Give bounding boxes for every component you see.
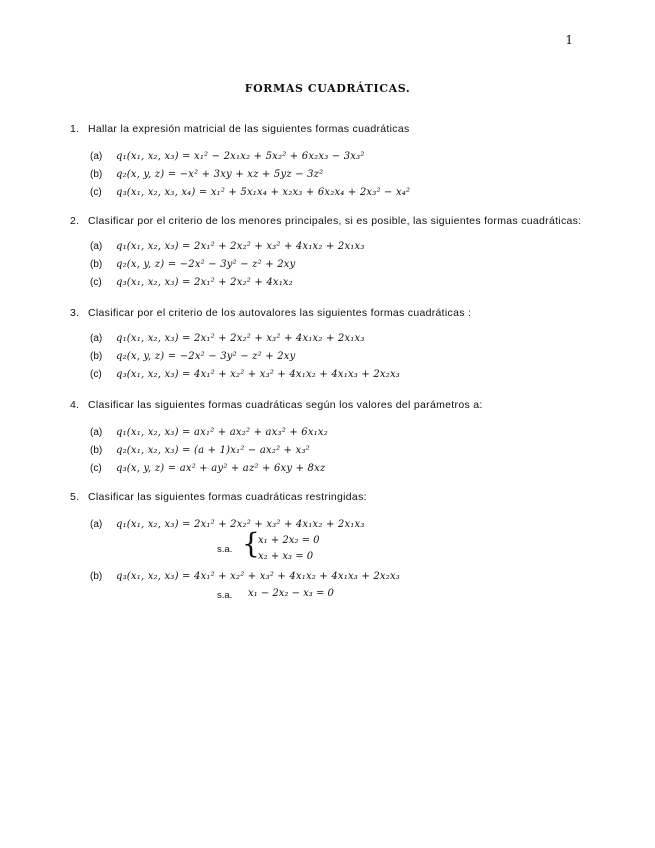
statement-text: Hallar la expresión matricial de las siguientes formas cuadráticas xyxy=(88,123,410,135)
item-label: (a) xyxy=(90,333,103,344)
item-label: (a) xyxy=(90,519,103,530)
page-number: 1 xyxy=(565,33,573,47)
item-expression: q₁(x₁, x₂, x₃) = 2x₁² + 2x₂² + x₃² + 4x₁x₂ + 2x₁x₃ xyxy=(116,519,365,530)
item-expression: q₃(x₁, x₂, x₃, x₄) = x₁² + 5x₁x₄ + x₂x₃ + 6x₂x₄ + 2x₃² − x₄² xyxy=(116,187,411,198)
item-expression: q₃(x, y, z) = ax² + ay² + az² + 6xy + 8xz xyxy=(116,463,326,474)
item-expression: q₃(x₁, x₂, x₃) = 2x₁² + 2x₂² + 4x₁x₂ xyxy=(116,277,293,288)
constraint-brace: { xyxy=(242,527,260,560)
item-expression: q₁(x₁, x₂, x₃) = x₁² − 2x₁x₂ + 5x₂² + 6x₂x₃ − 3x₃² xyxy=(116,151,365,162)
problem-3 xyxy=(70,306,590,380)
statement-text: Clasificar por el criterio de los menores principales, si es posible, las siguientes formas cuadráticas: xyxy=(88,215,582,227)
item-label: (c) xyxy=(90,463,102,474)
problem-number: 4. xyxy=(70,399,80,411)
item-expression: q₂(x, y, z) = −2x² − 3y² − z² + 2xy xyxy=(116,259,296,270)
problem-1 xyxy=(70,122,590,198)
list-item xyxy=(90,368,400,382)
problem-number: 3. xyxy=(70,307,80,319)
problem-2 xyxy=(70,214,590,288)
statement-text: Clasificar por el criterio de los autovalores las siguientes formas cuadráticas : xyxy=(88,307,472,319)
constraint: x₁ + 2x₂ = 0 xyxy=(258,535,320,546)
list-item xyxy=(90,168,323,182)
problem-4 xyxy=(70,398,590,474)
problem-statement xyxy=(70,306,590,320)
item-label: (c) xyxy=(90,277,102,288)
problem-number: 1. xyxy=(70,123,80,135)
item-label: (b) xyxy=(90,169,103,180)
list-item xyxy=(90,332,365,346)
constraint: x₁ − 2x₂ − x₃ = 0 xyxy=(248,588,334,599)
list-item xyxy=(90,570,400,584)
item-expression: q₂(x, y, z) = −x² + 3xy + xz + 5yz − 3z² xyxy=(116,169,324,180)
problem-number: 5. xyxy=(70,491,80,503)
subject-to-label: s.a. xyxy=(217,590,233,601)
item-expression: q₁(x₁, x₂, x₃) = 2x₁² + 2x₂² + x₃² + 4x₁x₂ + 2x₁x₃ xyxy=(116,241,365,252)
list-item xyxy=(90,240,365,254)
list-item xyxy=(90,186,410,200)
list-item xyxy=(90,276,293,290)
item-expression: q₁(x₁, x₂, x₃) = ax₁² + ax₂² + ax₃² + 6x₁x₂ xyxy=(116,427,328,438)
subject-to-label: s.a. xyxy=(217,544,233,555)
item-label: (a) xyxy=(90,427,103,438)
item-label: (b) xyxy=(90,571,103,582)
item-expression: q₃(x₁, x₂, x₃) = 4x₁² + x₂² + x₃² + 4x₁x₂ + 4x₁x₃ + 2x₂x₃ xyxy=(116,571,401,582)
problem-5 xyxy=(70,490,590,601)
item-expression: q₃(x₁, x₂, x₃) = 4x₁² + x₂² + x₃² + 4x₁x₂ + 4x₁x₃ + 2x₂x₃ xyxy=(116,369,401,380)
item-label: (a) xyxy=(90,151,103,162)
problem-statement xyxy=(70,490,590,504)
list-item xyxy=(90,462,325,476)
list-item xyxy=(90,518,365,532)
problem-number: 2. xyxy=(70,215,80,227)
item-label: (b) xyxy=(90,351,103,362)
statement-text: Clasificar las siguientes formas cuadráticas según los valores del parámetros a: xyxy=(88,399,483,411)
item-label: (c) xyxy=(90,187,102,198)
list-item xyxy=(90,150,365,164)
problem-statement xyxy=(70,122,590,136)
item-label: (b) xyxy=(90,445,103,456)
problem-statement xyxy=(70,214,590,228)
item-label: (b) xyxy=(90,259,103,270)
statement-text: Clasificar las siguientes formas cuadráticas restringidas: xyxy=(88,491,367,503)
list-item xyxy=(90,258,295,272)
page-title: FORMAS CUADRÁTICAS. xyxy=(244,82,411,95)
list-item xyxy=(90,350,295,364)
constraint: x₂ + x₃ = 0 xyxy=(258,551,314,562)
item-label: (a) xyxy=(90,241,103,252)
item-expression: q₂(x₁, x₂, x₃) = (a + 1)x₁² − ax₂² + x₃² xyxy=(116,445,310,456)
problem-statement xyxy=(70,398,590,412)
item-expression: q₁(x₁, x₂, x₃) = 2x₁² + 2x₂² + x₃² + 4x₁x₂ + 2x₁x₃ xyxy=(116,333,365,344)
item-label: (c) xyxy=(90,369,102,380)
list-item xyxy=(90,426,328,440)
list-item xyxy=(90,444,310,458)
item-expression: q₂(x, y, z) = −2x² − 3y² − z² + 2xy xyxy=(116,351,296,362)
